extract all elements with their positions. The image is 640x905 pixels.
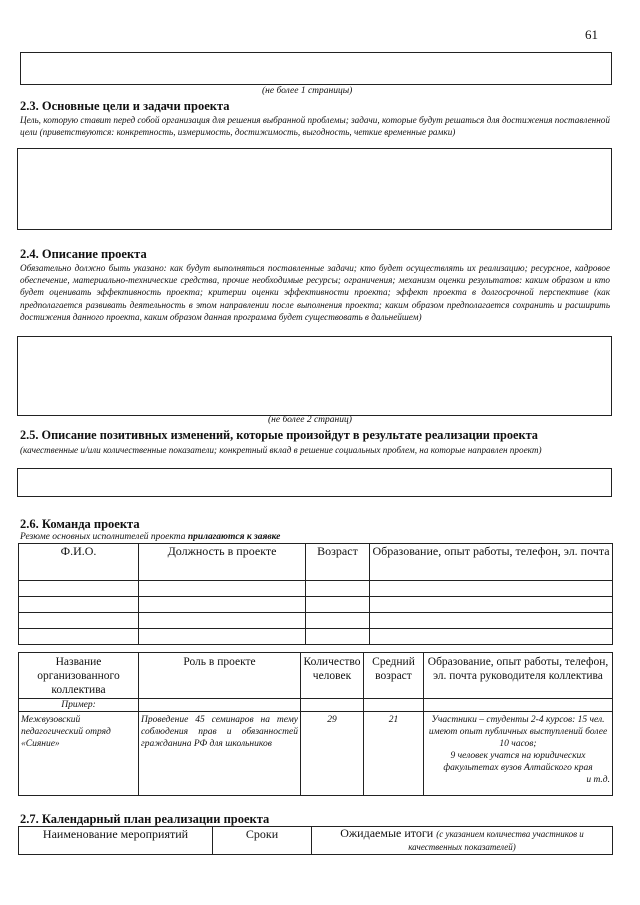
section-heading-changes: 2.5. Описание позитивных изменений, которые произойдут в результате реализации проекта: [20, 428, 538, 442]
team-resume-note: [20, 532, 280, 542]
example-info-line: 9 человек учатся на юридических факультетах вузов Алтайского края: [443, 751, 593, 773]
table-cell[interactable]: [370, 613, 613, 629]
table-cell[interactable]: [19, 581, 139, 597]
team-header-contacts: Образование, опыт работы, телефон, эл. почта: [370, 544, 613, 581]
table-row: [19, 581, 613, 597]
example-collective-name: Межвузовский педагогический отряд «Сияние»: [19, 712, 139, 796]
table-cell[interactable]: [370, 597, 613, 613]
table-cell: [301, 699, 364, 712]
team-resume-note-text: Резюме основных исполнителей проекта: [20, 532, 188, 542]
changes-input-box[interactable]: [17, 468, 612, 497]
schedule-header-results: [312, 827, 613, 855]
table-row: [19, 597, 613, 613]
table-cell[interactable]: [19, 629, 139, 645]
page-number: 61: [585, 27, 598, 42]
goals-input-box[interactable]: [17, 148, 612, 230]
example-label: Пример:: [19, 699, 139, 712]
table-cell[interactable]: [139, 597, 306, 613]
section-heading-schedule: 2.7. Календарный план реализации проекта: [20, 812, 270, 826]
schedule-header-events: Наименование мероприятий: [19, 827, 213, 855]
team-header-age: Возраст: [306, 544, 370, 581]
example-collective-info: [424, 712, 613, 796]
section-heading-team: 2.6. Команда проекта: [20, 517, 140, 531]
example-collective-count: 29: [301, 712, 364, 796]
team-table: [18, 543, 613, 645]
collective-header-count: Количество человек: [301, 653, 364, 699]
section-description-changes: (качественные и/или количественные показатели; конкретный вклад в решение социальных проблем, на которые направлен проект): [20, 445, 542, 455]
team-header-position: Должность в проекте: [139, 544, 306, 581]
section-heading-description: 2.4. Описание проекта: [20, 247, 147, 261]
table-row: [19, 629, 613, 645]
collective-header-role: Роль в проекте: [139, 653, 301, 699]
table-cell[interactable]: [139, 629, 306, 645]
table-cell: [139, 699, 301, 712]
section-description-goals: Цель, которую ставит перед собой организация для решения выбранной проблемы; задачи, которые будут решаться для достижения поставленной цели (приветствуются: конкретность, измеримость, достижимость, выгодность, четкие временные рамки): [20, 115, 610, 138]
collective-header-leader-info: Образование, опыт работы, телефон, эл. почта руководителя коллектива: [424, 653, 613, 699]
team-header-name: Ф.И.О.: [19, 544, 139, 581]
section-description-project: Обязательно должно быть указано: как будут выполняться поставленные задачи; кто будет осуществлять их реализацию; ресурсное, кадровое обеспечение, материально-технические средства, прочие необходимые ресурсы; ограничения; механизм оценки результатов: каким образом и кто будет оценивать эффективность проекта; критерии оценки эффективности проекта; эффект проекта в долгосрочной перспективе (как предполагается развивать деятельность в этом направлении после выполнения проекта; каким образом предполагается сохранить и расширить достижения данного проекта, каким образом данная программа будет существовать в дальнейшем): [20, 263, 610, 322]
table-cell[interactable]: [19, 613, 139, 629]
table-cell: [364, 699, 424, 712]
table-cell[interactable]: [19, 597, 139, 613]
table-cell[interactable]: [370, 629, 613, 645]
table-row: [19, 699, 613, 712]
schedule-header-dates: Сроки: [213, 827, 312, 855]
team-resume-note-emphasis: прилагаются к заявке: [187, 532, 281, 542]
table-row: [19, 712, 613, 796]
table-cell[interactable]: [139, 581, 306, 597]
previous-section-input-box[interactable]: [20, 52, 612, 85]
collective-table: [18, 652, 613, 796]
page-limit-note-2: (не более 2 страниц): [268, 415, 352, 425]
example-info-line: Участники – студенты 2-4 курсов: 15 чел. имеют опыт публичных выступлений более 10 часов;: [428, 715, 608, 749]
project-description-input-box[interactable]: [17, 336, 612, 416]
table-cell[interactable]: [139, 613, 306, 629]
example-collective-avg-age: 21: [364, 712, 424, 796]
table-cell[interactable]: [306, 597, 370, 613]
collective-header-avg-age: Средний возраст: [364, 653, 424, 699]
table-cell: [424, 699, 613, 712]
table-cell[interactable]: [370, 581, 613, 597]
page-limit-note: (не более 1 страницы): [262, 86, 353, 96]
table-cell[interactable]: [306, 613, 370, 629]
schedule-results-label: Ожидаемые итоги: [340, 826, 434, 840]
schedule-table: [18, 826, 613, 855]
table-cell[interactable]: [306, 581, 370, 597]
table-row: [19, 613, 613, 629]
section-heading-goals: 2.3. Основные цели и задачи проекта: [20, 99, 230, 113]
table-cell[interactable]: [306, 629, 370, 645]
collective-header-name: Название организованного коллектива: [19, 653, 139, 699]
example-info-line: и т.д.: [586, 775, 610, 785]
schedule-results-note: (с указанием количества участников и качественных показателей): [408, 829, 584, 852]
example-collective-role: Проведение 45 семинаров на тему соблюдения прав и обязанностей гражданина РФ для школьников: [139, 712, 301, 796]
